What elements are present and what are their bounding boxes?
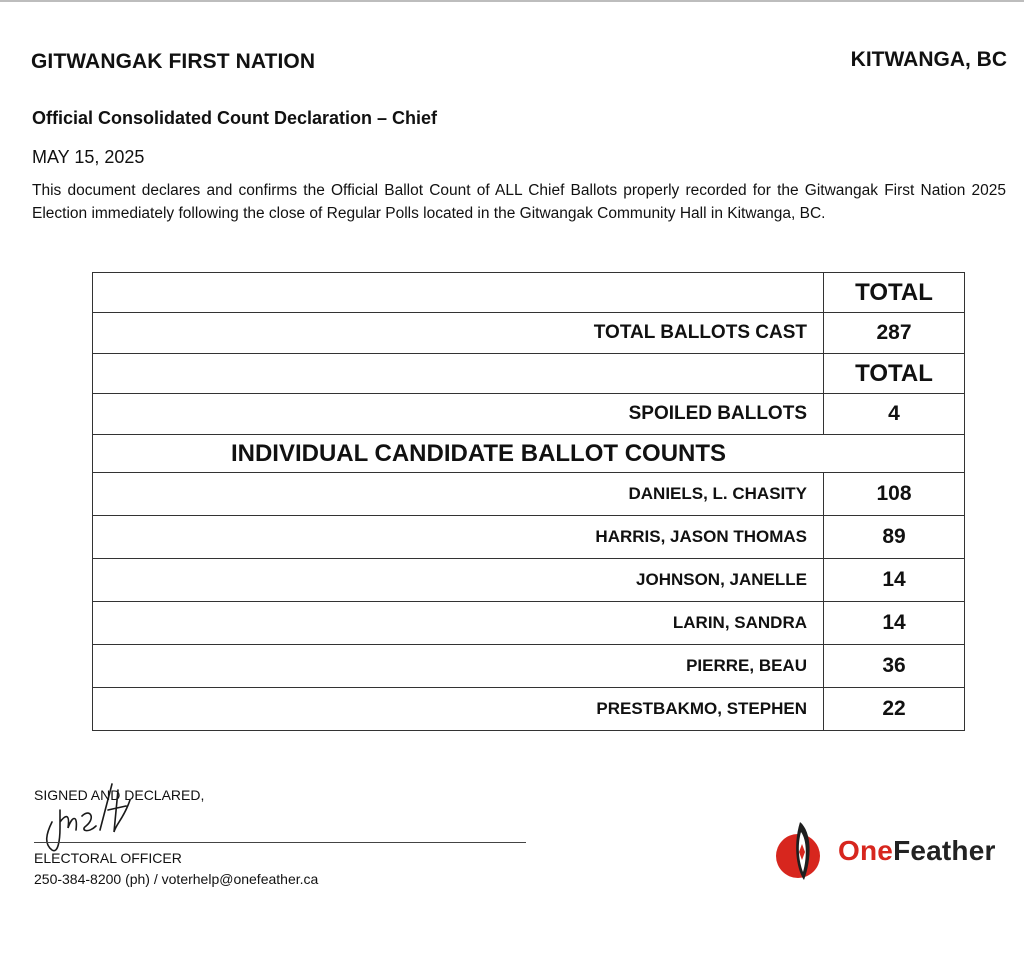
document-date: MAY 15, 2025 — [32, 147, 145, 167]
table-row — [93, 273, 965, 313]
candidate-row — [93, 602, 965, 645]
candidate-votes: 22 — [824, 688, 965, 731]
onefeather-logo — [770, 818, 996, 884]
candidate-row — [93, 516, 965, 559]
spoiled-ballots-value: 4 — [824, 394, 965, 435]
candidate-name: HARRIS, JASON THOMAS — [93, 516, 824, 559]
signature-line — [34, 842, 526, 843]
onefeather-wordmark — [838, 835, 996, 867]
empty-cell — [93, 273, 824, 313]
total-header: TOTAL — [824, 273, 965, 313]
candidate-name: PRESTBAKMO, STEPHEN — [93, 688, 824, 731]
candidate-row — [93, 473, 965, 516]
top-border — [0, 0, 1024, 2]
candidate-votes: 36 — [824, 645, 965, 688]
organization-name: GITWANGAK FIRST NATION — [31, 50, 316, 73]
wordmark-one: One — [838, 835, 894, 866]
signature-scribble — [30, 770, 150, 860]
candidate-row — [93, 688, 965, 731]
contact-info: 250-384-8200 (ph) / voterhelp@onefeather.ca — [34, 871, 319, 887]
candidate-row — [93, 645, 965, 688]
officer-title: ELECTORAL OFFICER — [34, 850, 182, 866]
section-heading: INDIVIDUAL CANDIDATE BALLOT COUNTS — [93, 435, 965, 473]
signed-declared-label: SIGNED AND DECLARED, — [34, 787, 205, 803]
location: KITWANGA, BC — [850, 48, 1007, 71]
feather-logo-icon — [770, 818, 832, 884]
total-ballots-value: 287 — [824, 313, 965, 354]
candidate-votes: 14 — [824, 602, 965, 645]
table-row — [93, 394, 965, 435]
candidate-row — [93, 559, 965, 602]
candidate-votes: 89 — [824, 516, 965, 559]
table-row — [93, 313, 965, 354]
declaration-statement: This document declares and confirms the Official Ballot Count of ALL Chief Ballots properly recorded for the Gitwangak First Nation 2025 Election immediately following the close of Regular Polls located in the Gitwangak Community Hall in Kitwanga, BC. — [32, 182, 1006, 222]
candidate-name: LARIN, SANDRA — [93, 602, 824, 645]
table-row — [93, 354, 965, 394]
document-title: Official Consolidated Count Declaration – Chief — [32, 108, 438, 128]
empty-cell — [93, 354, 824, 394]
candidate-name: PIERRE, BEAU — [93, 645, 824, 688]
candidate-name: DANIELS, L. CHASITY — [93, 473, 824, 516]
table-row — [93, 435, 965, 473]
spoiled-ballots-label: SPOILED BALLOTS — [93, 394, 824, 435]
results-table — [92, 272, 965, 731]
wordmark-feather: Feather — [893, 835, 996, 866]
total-header: TOTAL — [824, 354, 965, 394]
total-ballots-label: TOTAL BALLOTS CAST — [93, 313, 824, 354]
candidate-votes: 108 — [824, 473, 965, 516]
candidate-votes: 14 — [824, 559, 965, 602]
candidate-name: JOHNSON, JANELLE — [93, 559, 824, 602]
